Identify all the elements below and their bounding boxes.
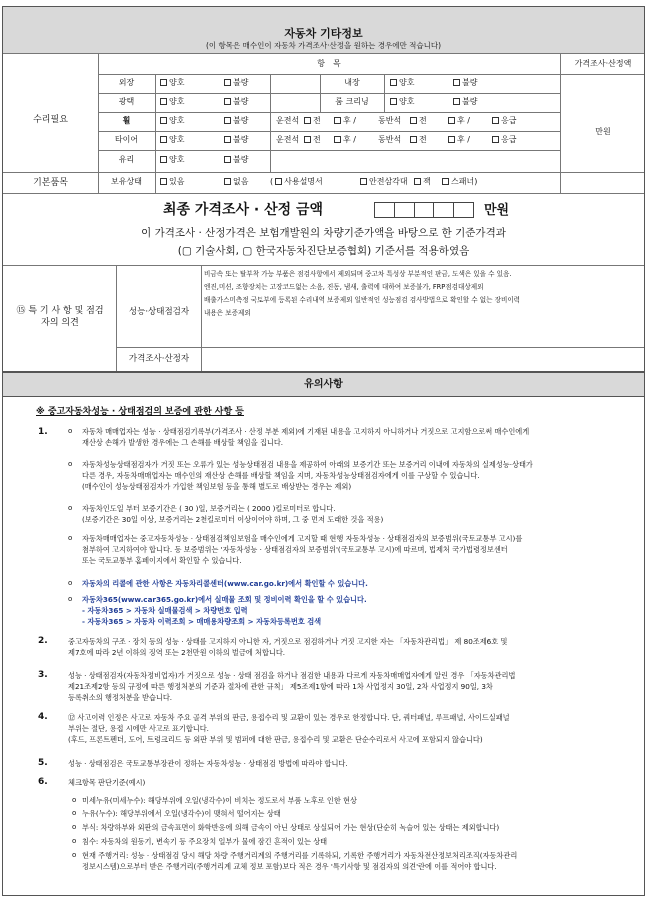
notice-line: 중고자동차의 구조 · 장치 등의 성능 · 상태를 고지하지 아니한 자, 거짓으로 점검하거나 거짓 고지한 자는 「자동차관리법」 제 80조제6호 및	[68, 637, 508, 646]
rear-label: 후 /	[343, 116, 356, 125]
interior-bad-checkbox[interactable]	[453, 79, 460, 86]
front-label: 전	[313, 135, 321, 144]
interior-label: 내장	[344, 78, 360, 87]
notice-title: 유의사항	[304, 379, 343, 390]
performance-inspector-note-2: 엔진,미션, 조향장치는 고장코드없는 소음, 진동, 냄새, 출력에 대하여 보증불가, FRP점검대상제외	[204, 283, 484, 291]
criteria-line: 침수: 자동차의 원동기, 변속기 등 주요장치 일부가 물에 잠긴 흔적이 있는 상태	[82, 837, 328, 846]
notice-line: 제21조제2항 등의 규정에 따른 행정처분의 기준과 절차에 관한 규칙」 제5조제1항에 따라 1차 사업정지 30일, 2차 사업정지 90일, 3차	[68, 682, 493, 691]
wheel-passenger-front-checkbox[interactable]	[410, 117, 417, 124]
bullet-circle-icon: o	[72, 823, 77, 831]
tire-passenger-side-label: 동반석	[378, 135, 402, 144]
tire-bad-checkbox[interactable]	[224, 136, 231, 143]
bullet-circle-icon: o	[68, 579, 73, 587]
wheel-bad-checkbox[interactable]	[224, 117, 231, 124]
room-cleaning-label: 룸 크리닝	[335, 97, 369, 106]
notice-line: 첨부하여 고지하여야 합니다. 동 보증범위는 '자동차성능 · 상태점검자의 보증범위'(국토교통부 고시)에 따르며, 법제처 국가법령정보센터	[82, 545, 508, 554]
notice-line: 자동차성능상태점검자가 거짓 또는 오류가 있는 성능상태점검 내용을 제공하여 아래의 보증기간 또는 보증거리 이내에 자동차의 실제성능·상태가	[82, 460, 533, 469]
bullet-circle-icon: o	[68, 460, 73, 468]
bad-label: 불량	[233, 78, 249, 87]
good-label: 양호	[169, 97, 185, 106]
good-label: 양호	[169, 155, 185, 164]
bullet-circle-icon: o	[72, 837, 77, 845]
none-label: 없음	[233, 177, 249, 186]
wheel-passenger-rear-checkbox[interactable]	[448, 117, 455, 124]
final-price-title: 최종 가격조사 · 산정 금액	[163, 202, 324, 218]
bad-label: 불량	[233, 97, 249, 106]
final-price-input[interactable]	[374, 202, 474, 218]
bullet-circle-icon: o	[72, 851, 77, 859]
bad-label: 불량	[462, 78, 478, 87]
gloss-good-checkbox[interactable]	[160, 98, 167, 105]
bullet-circle-icon: o	[68, 534, 73, 542]
criteria-line: 현재 주행거리: 성능 · 상태점검 당시 해당 차량 주행거리계의 주행거리를 기록하되, 기록한 주행거리가 자동차전산정보처리조직(자동차관리	[82, 851, 518, 860]
bad-label: 불량	[233, 116, 249, 125]
notice-subheading: ※ 중고자동차성능 · 상태점검의 보증에 관한 사항 등	[36, 407, 244, 417]
notice-line: 자동차인도일 부터 보증기간은 ( 30 )일, 보증거리는 ( 2000 )킬로미터로 합니다.	[82, 504, 336, 513]
jack-label: 잭	[423, 177, 431, 186]
special-notes-label: ⑮ 특 기 사 항 및 점검자의 의견	[16, 306, 104, 328]
notice-line: (보증기간은 30일 이상, 보증거리는 2천킬로미터 이상이어야 하며, 그 중 먼저 도래한 것을 적용)	[82, 515, 384, 524]
performance-inspector-note-1: 비금속 또는 탈부착 가능 부품은 점검사항에서 제외되며 중고차 특성상 부분적인 판금, 도색은 있을 수 있음.	[204, 270, 512, 278]
repair-needed-label: 수리필요	[33, 115, 68, 125]
triangle-label: 안전삼각대	[369, 177, 408, 186]
bullet-circle-icon: o	[68, 504, 73, 512]
none-checkbox[interactable]	[224, 178, 231, 185]
notice-line: ⑫ 사고이력 인정은 사고로 자동차 주요 골격 부위의 판금, 용접수리 및 교환이 있는 경우로 한정합니다. 단, 쿼터패널, 루프패널, 사이드실패널	[68, 713, 510, 722]
room-cleaning-good-checkbox[interactable]	[390, 98, 397, 105]
emergency-label: 응급	[501, 135, 517, 144]
notice-line: 자동차의 리콜에 관한 사항은 자동차리콜센터(www.car.go.kr)에서 확인할 수 있습니다.	[82, 579, 368, 588]
bullet-circle-icon: o	[68, 595, 73, 603]
good-label: 양호	[399, 97, 415, 106]
room-cleaning-bad-checkbox[interactable]	[453, 98, 460, 105]
bad-label: 불량	[233, 135, 249, 144]
manual-checkbox[interactable]	[275, 178, 282, 185]
tire-driver-rear-checkbox[interactable]	[334, 136, 341, 143]
notice-line: 등록취소의 행정처분을 받습니다.	[68, 693, 173, 702]
notice-line: - 자동차365 > 자동차 이력조회 > 매매용차량조회 > 자동차등록번호 검색	[82, 617, 322, 626]
notice-line: - 자동차365 > 자동차 실매물검색 > 차량번호 입력	[82, 606, 248, 615]
jack-checkbox[interactable]	[414, 178, 421, 185]
criteria-line: 미세누유(미세누수): 해당부위에 오일(냉각수)이 비치는 정도로서 부품 노후로 인한 현상	[82, 796, 357, 805]
criteria-line: 누유(누수): 해당부위에서 오일(냉각수)이 맺혀서 떨어지는 상태	[82, 809, 281, 818]
manual-label: 사용설명서	[284, 177, 323, 186]
final-price-unit: 만원	[484, 203, 510, 218]
price-unit-man-won: 만원	[595, 127, 611, 136]
notice-item-number: 4.	[38, 712, 48, 722]
rear-label: 후 /	[343, 135, 356, 144]
wheel-good-checkbox[interactable]	[160, 117, 167, 124]
item-column-header: 항 목	[317, 59, 341, 68]
notice-item-number: 1.	[38, 427, 48, 437]
exterior-bad-checkbox[interactable]	[224, 79, 231, 86]
gloss-label: 광택	[118, 97, 135, 106]
bullet-circle-icon: o	[72, 809, 77, 817]
have-label: 있음	[169, 177, 185, 186]
bullet-circle-icon: o	[68, 427, 73, 435]
criteria-line: 정보시스템)으로부터 받은 주행거리(주행거리계 교체 정보 포함)보다 적은 경우 '특기사항 및 점검자의 의견'란에 이를 적어야 합니다.	[82, 862, 497, 871]
possession-label: 보유상태	[111, 177, 142, 186]
performance-inspector-note-4: 내용은 보증제외	[204, 309, 251, 317]
final-price-desc-1: 이 가격조사 · 산정가격은 보험개발원의 차량기준가액을 바탕으로 한 기준가격과	[141, 227, 506, 239]
notice-line: (후드, 프론트펜더, 도어, 트렁크리드 등 외판 부위 및 범퍼에 대한 판금, 용접수리 및 교환은 단순수리로서 사고에 포함되지 않습니다)	[68, 735, 483, 744]
front-label: 전	[419, 116, 427, 125]
bad-label: 불량	[233, 155, 249, 164]
wheel-label: 휠	[122, 116, 131, 125]
emergency-label: 응급	[501, 116, 517, 125]
tire-emergency-checkbox[interactable]	[492, 136, 499, 143]
glass-bad-checkbox[interactable]	[224, 156, 231, 163]
rear-label: 후 /	[457, 135, 470, 144]
triangle-checkbox[interactable]	[360, 178, 367, 185]
tire-passenger-rear-checkbox[interactable]	[448, 136, 455, 143]
tire-driver-side-label: 운전석	[276, 135, 300, 144]
good-label: 양호	[399, 78, 415, 87]
front-label: 전	[419, 135, 427, 144]
spanner-checkbox[interactable]	[442, 178, 449, 185]
wheel-driver-rear-checkbox[interactable]	[334, 117, 341, 124]
wheel-driver-side-label: 운전석	[276, 116, 300, 125]
notice-item-number: 5.	[38, 758, 48, 768]
performance-inspector-note-3: 배출가스미측정 국토부에 등록된 수리내역 보증제외 일반적인 성능점검 검사방법으로 확인할 수 없는 장비이력	[204, 296, 521, 304]
notice-line: 제7호에 따라 2년 이하의 징역 또는 2천만원 이하의 벌금에 처합니다.	[68, 648, 286, 657]
notice-line: 성능 · 상태점검은 국토교통부장관이 정하는 자동차성능 · 상태점검 방법에 따라야 합니다.	[68, 759, 348, 768]
notice-line: 성능 · 상태점검자(자동차정비업자)가 거짓으로 성능 · 상태 점검을 하거나 점검한 내용과 다르게 자동차매매업자에게 알린 경우 「자동차관리법	[68, 671, 516, 680]
notice-line: 자동차매매업자는 중고자동차성능 · 상태점검책임보험을 매수인에게 고지할 때 현행 자동차성능 · 상태점검자의 보증범위(국토교통부 고시)를	[82, 534, 523, 543]
other-info-title: 자동차 기타정보	[284, 27, 363, 40]
notice-item-number: 3.	[38, 670, 48, 680]
notice-item-number: 6.	[38, 777, 48, 787]
wheel-passenger-side-label: 동반석	[378, 116, 402, 125]
other-info-subtitle: (이 항목은 매수인이 자동차 가격조사·산정을 원하는 경우에만 적습니다)	[205, 41, 442, 50]
notice-line: 자동차365(www.car365.go.kr)에서 실매물 조회 및 정비이력 확인을 할 수 있습니다.	[82, 595, 367, 604]
spanner-label: 스패너	[451, 177, 475, 186]
notice-line: (매수인이 성능상태점검자가 가입한 책임보험 등을 통해 별도로 배상받는 경우는 제외)	[82, 482, 352, 491]
tire-driver-front-checkbox[interactable]	[304, 136, 311, 143]
notice-line: 재산상 손해가 발생한 경우에는 그 손해를 배상할 책임을 집니다.	[82, 438, 284, 447]
notice-line: 체크항목 판단기준(예시)	[68, 778, 146, 787]
final-price-desc-2: (▢ 기술사회, ▢ 한국자동차진단보증협회) 기준서를 적용하였음	[177, 245, 470, 257]
price-inspector-input[interactable]	[202, 348, 644, 370]
front-label: 전	[313, 116, 321, 125]
price-column-header: 가격조사·산정액	[574, 59, 632, 68]
glass-label: 유리	[118, 155, 135, 164]
have-checkbox[interactable]	[160, 178, 167, 185]
exterior-good-checkbox[interactable]	[160, 79, 167, 86]
price-inspector-label: 가격조사·산정자	[128, 354, 190, 364]
gloss-bad-checkbox[interactable]	[224, 98, 231, 105]
basic-items-label: 기본품목	[33, 178, 68, 188]
bullet-circle-icon: o	[72, 796, 77, 804]
notice-line: 부위는 절단, 용접 시에만 사고로 표기합니다.	[68, 724, 209, 733]
good-label: 양호	[169, 116, 185, 125]
glass-good-checkbox[interactable]	[160, 156, 167, 163]
good-label: 양호	[169, 135, 185, 144]
notice-line: 다른 경우, 자동차매매업자는 매수인의 재산상 손해를 배상할 책임을 지며, 자동차성능상태점검자에게 이를 구상할 수 있습니다.	[82, 471, 480, 480]
wheel-driver-front-checkbox[interactable]	[304, 117, 311, 124]
tire-passenger-front-checkbox[interactable]	[410, 136, 417, 143]
rear-label: 후 /	[457, 116, 470, 125]
notice-line: 또는 국토교통부 홈페이지에서 확인할 수 있습니다.	[82, 556, 242, 565]
criteria-line: 부식: 차량하부와 외판의 금속표면이 화학반응에 의해 금속이 아닌 상태로 상실되어 가는 현상(단순히 녹슬어 있는 상태는 제외합니다)	[82, 823, 500, 832]
notice-item-number: 2.	[38, 636, 48, 646]
bad-label: 불량	[462, 97, 478, 106]
notice-line: 자동차 매매업자는 성능 · 상태점검기록부(가격조사 · 산정 부분 제외)에 기재된 내용을 고지하지 아니하거나 거짓으로 고지함으로써 매수인에게	[82, 427, 530, 436]
interior-good-checkbox[interactable]	[390, 79, 397, 86]
exterior-label: 외장	[118, 78, 135, 87]
tire-good-checkbox[interactable]	[160, 136, 167, 143]
performance-inspector-label: 성능·상태점검자	[128, 307, 190, 317]
wheel-emergency-checkbox[interactable]	[492, 117, 499, 124]
good-label: 양호	[169, 78, 185, 87]
tire-label: 타이어	[114, 135, 139, 144]
